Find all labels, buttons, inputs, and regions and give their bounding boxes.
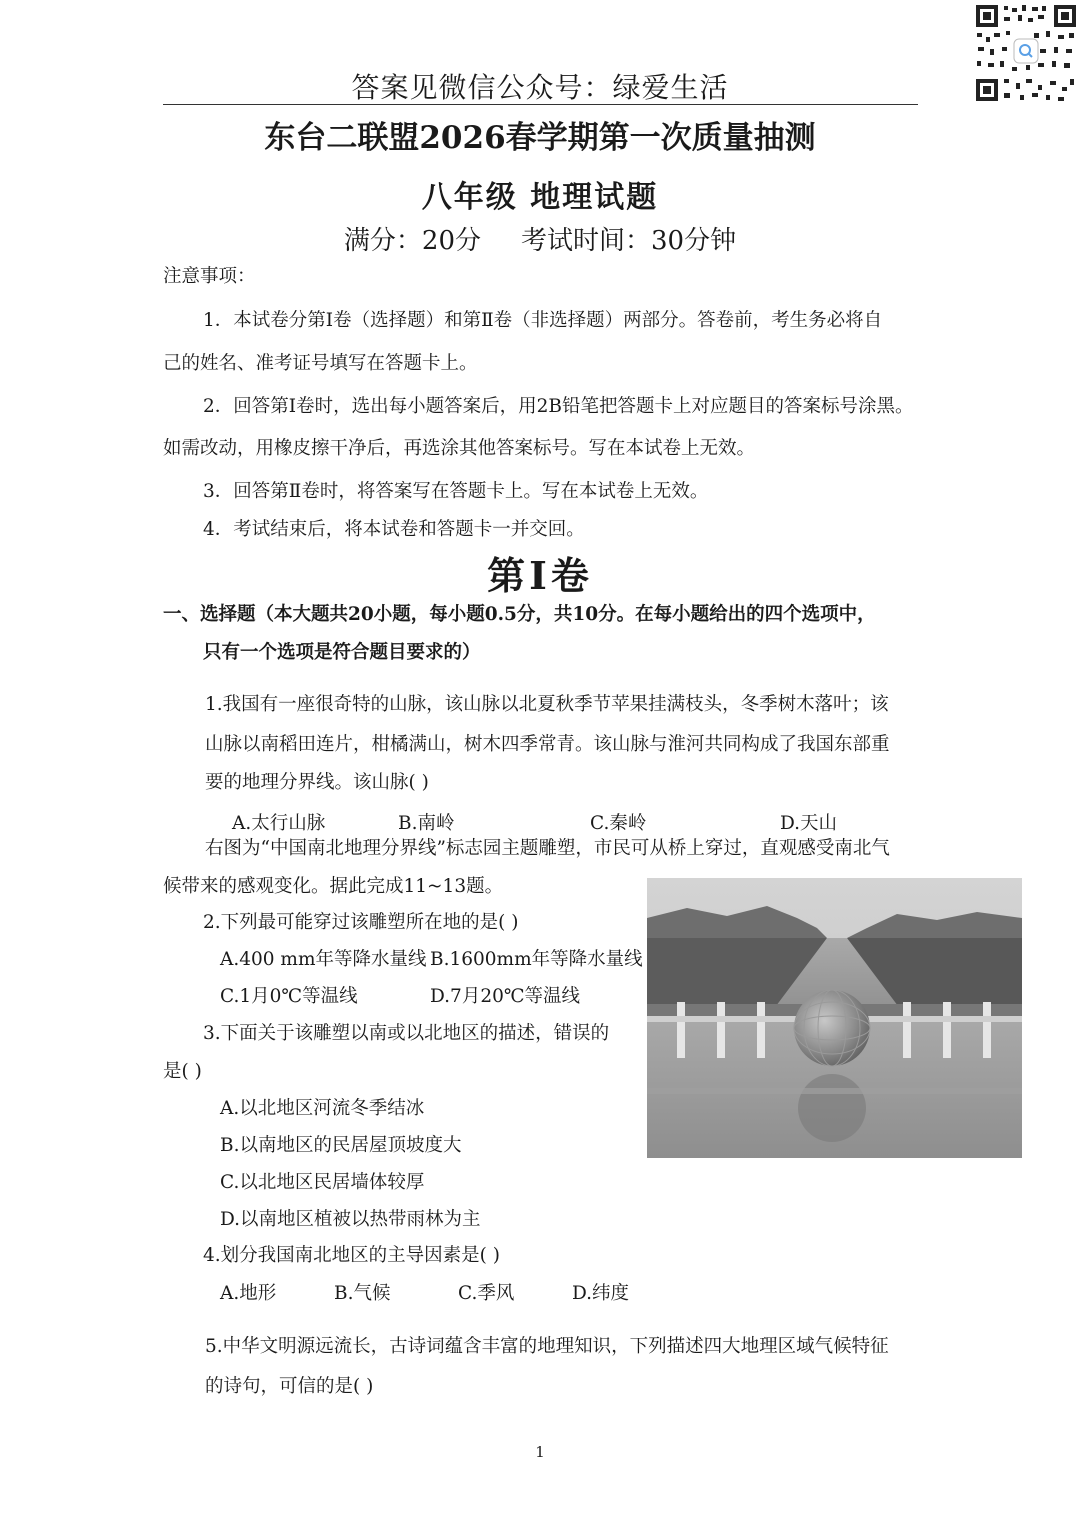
full-score: 满分：20分 [343,226,481,256]
notice-line: 2．回答第Ⅰ卷时，选出每小题答案后，用2B铅笔把答题卡上对应题目的答案标号涂黑。 [203,396,914,417]
q3-stem-line1: 3.下面关于该雕塑以南或以北地区的描述，错误的 [203,1023,610,1044]
q4-option-b: B.气候 [334,1283,391,1304]
q1-stem-line: 要的地理分界线。该山脉( ) [205,772,429,793]
q2-stem: 2.下列最可能穿过该雕塑所在地的是( ) [203,912,519,933]
q4-option-a: A.地形 [220,1283,277,1304]
notice-line: 3．回答第Ⅱ卷时，将答案写在答题卡上。写在本试卷上无效。 [203,481,709,502]
q1-option-a: A.太行山脉 [232,813,326,834]
q4-option-d: D.纬度 [572,1283,630,1304]
header-text: 答案见微信公众号：绿爱生活 [351,71,729,104]
q4-stem: 4.划分我国南北地区的主导因素是( ) [203,1245,500,1266]
q5-stem-line: 的诗句，可信的是( ) [205,1376,374,1397]
q3-option-c: C.以北地区民居墙体较厚 [220,1172,425,1193]
q1-option-c: C.秦岭 [590,813,647,834]
q1-option-b: B.南岭 [398,813,455,834]
q5-stem-line: 5.中华文明源远流长，古诗词蕴含丰富的地理知识，下列描述四大地理区域气候特征 [205,1336,889,1357]
q3-option-b: B.以南地区的民居屋顶坡度大 [220,1135,462,1156]
section-title: 第Ⅰ卷 [487,553,593,598]
q4-option-c: C.季风 [458,1283,515,1304]
q2-option-c: C.1月0℃等温线 [220,986,358,1007]
page-number: 1 [535,1443,545,1461]
q3-stem-line2: 是( ) [163,1061,202,1082]
q3-option-d: D.以南地区植被以热带雨林为主 [220,1209,481,1230]
q1-option-d: D.天山 [780,813,838,834]
exam-title: 东台二联盟2026春学期第一次质量抽测 [264,120,816,156]
part-heading-line2: 只有一个选项是符合题目要求的） [203,642,481,663]
exam-subtitle: 八年级 地理试题 [421,180,659,215]
header-divider [163,104,918,105]
q1-stem-line: 1.我国有一座很奇特的山脉，该山脉以北夏秋季节苹果挂满枝头，冬季树木落叶；该 [205,694,889,715]
notice-line: 1．本试卷分第Ⅰ卷（选择题）和第Ⅱ卷（非选择题）两部分。答卷前，考生务必将自 [203,310,883,331]
notice-line: 如需改动，用橡皮擦干净后，再选涂其他答案标号。写在本试卷上无效。 [163,438,756,459]
exam-time: 考试时间：30分钟 [521,226,737,256]
part-heading-line1: 一、选择题（本大题共20小题，每小题0.5分，共10分。在每小题给出的四个选项中， [163,604,876,625]
q2-option-b: B.1600mm年等降水量线 [430,949,643,970]
intro-line: 候带来的感观变化。据此完成11~13题。 [163,876,504,897]
notice-line: 4．考试结束后，将本试卷和答题卡一并交回。 [203,519,585,540]
notice-heading: 注意事项： [163,266,256,287]
bridge-sculpture-photo [647,878,1022,1158]
q2-option-a: A.400 mm年等降水量线 [220,949,427,970]
q1-stem-line: 山脉以南稻田连片，柑橘满山，树木四季常青。该山脉与淮河共同构成了我国东部重 [205,734,890,755]
notice-line: 己的姓名、准考证号填写在答题卡上。 [163,353,478,374]
score-time-line [0,220,1080,257]
q2-option-d: D.7月20℃等温线 [430,986,581,1007]
intro-line: 右图为“中国南北地理分界线”标志园主题雕塑，市民可从桥上穿过，直观感受南北气 [205,838,890,859]
q3-option-a: A.以北地区河流冬季结冰 [220,1098,425,1119]
